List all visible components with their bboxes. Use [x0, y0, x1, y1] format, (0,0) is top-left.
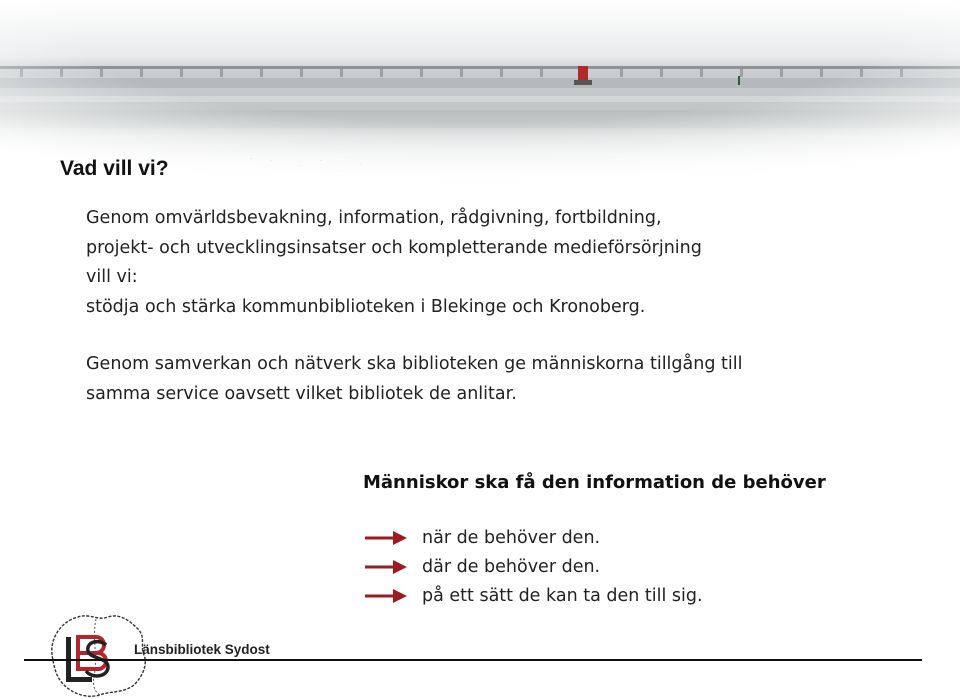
intro-line: Genom omvärldsbevakning, information, rådgivning, fortbildning, — [86, 208, 662, 228]
bullet-text: när de behöver den. — [422, 527, 601, 548]
bullet-text: där de behöver den. — [422, 556, 601, 577]
intro-line: vill vi: — [86, 267, 138, 287]
cooperation-line: samma service oavsett vilket bibliotek de anlitar. — [86, 383, 517, 404]
bullet-list — [365, 523, 703, 610]
bullet-text: på ett sätt de kan ta den till sig. — [422, 585, 703, 606]
intro-line: stödja och stärka kommunbiblioteken i Blekinge och Kronoberg. — [86, 296, 646, 317]
cooperation-paragraph — [86, 350, 742, 409]
right-arrow-icon — [365, 530, 407, 546]
list-item — [365, 581, 703, 610]
slide-title: Vad vill vi? — [60, 157, 169, 180]
list-item — [365, 523, 703, 552]
list-item — [365, 552, 703, 581]
intro-line: projekt- och utvecklingsinsatser och kompletterande medieförsörjning — [86, 237, 702, 258]
right-arrow-icon — [365, 559, 407, 575]
cooperation-line: Genom samverkan och nätverk ska biblioteken ge människorna tillgång till — [86, 354, 743, 374]
right-arrow-icon — [365, 588, 407, 604]
intro-paragraph — [86, 204, 702, 322]
logo-text: Länsbibliotek Sydost — [134, 642, 270, 657]
footer-divider — [24, 659, 922, 661]
section-heading: Människor ska få den information de behöver — [363, 472, 826, 493]
